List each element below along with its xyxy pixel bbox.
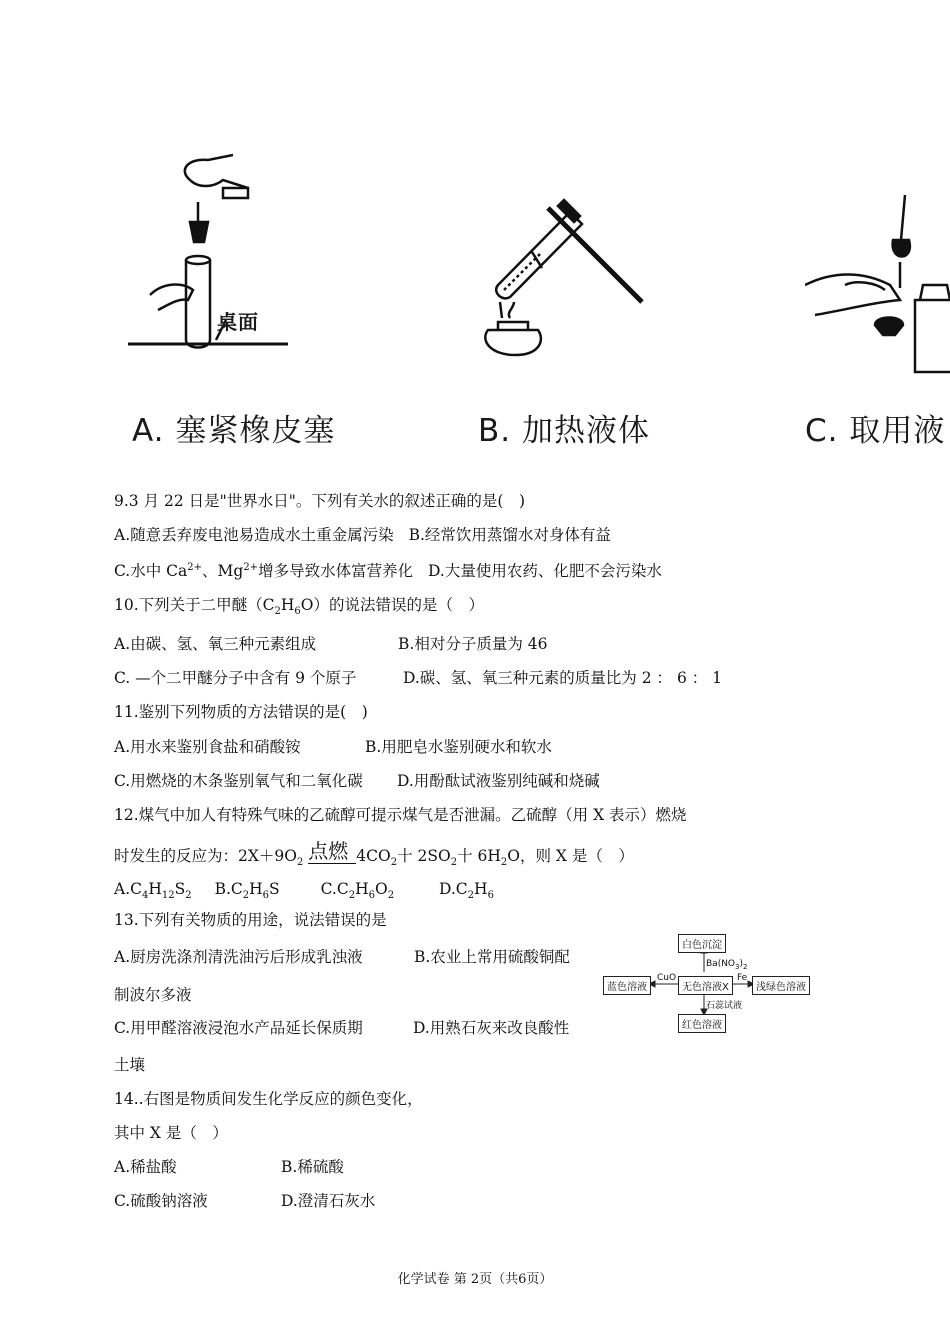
q12-option-b[interactable]: $B.C_2H_6S$ (214, 880, 280, 902)
q11-option-d[interactable]: D.用酚酞试液鉴别纯碱和烧碱 (397, 772, 600, 790)
q13-option-d-cont: 土壤 (114, 1056, 146, 1074)
q9-option-c[interactable] (114, 562, 413, 580)
q10-stem-sub-2: 6 (294, 606, 301, 618)
diagram-top-box: 白色沉淀 (678, 934, 726, 953)
q11-option-b[interactable]: B.用肥皂水鉴别硬水和软水 (365, 738, 552, 756)
q12-eq-sub-co2: 2 (390, 857, 398, 869)
q9-option-d[interactable]: D.大量使用农药、化肥不会污染水 (428, 562, 662, 581)
q12-stem-line2 (114, 839, 634, 869)
figure-a-insert-stopper (128, 150, 288, 350)
q9-stem: 9.3 月 22 日是"世界水日"。下列有关水的叙述正确的是( ) (114, 492, 526, 510)
q12-options (114, 880, 494, 902)
q12-eq-left: 时发生的反应为：2X＋9O (114, 847, 297, 865)
diagram-bottom-box: 红色溶液 (678, 1014, 726, 1033)
q10-stem-text-1: 10.下列关于二甲醚（C (114, 596, 275, 614)
figure-b-caption: B. 加热液体 (478, 413, 650, 449)
diagram-center-box: 无色溶液X (678, 976, 733, 995)
diagram-top-reagent-sub: 3 (735, 962, 740, 971)
q13-option-b-cont: 制波尔多液 (114, 986, 192, 1004)
diagram-top-reagent-sub2: 2 (743, 962, 748, 971)
q13-option-b[interactable]: B.农业上常用硫酸铜配 (414, 948, 570, 966)
q10-stem-sub-1: 2 (274, 606, 281, 618)
q10-option-b[interactable]: B.相对分子质量为 46 (398, 635, 548, 653)
q12-option-a[interactable]: $A.C_4H_{12}S_2$ (114, 880, 192, 902)
q12-eq-tail: O，则 X 是（ ） (507, 847, 634, 865)
figure-c-caption: C. 取用液 (805, 413, 946, 449)
figure-b-heat-liquid (470, 190, 660, 375)
q10-option-d[interactable]: D.碳、氢、氧三种元素的质量比为 2 ： 6 ： 1 (403, 669, 723, 687)
diagram-left-box: 蓝色溶液 (603, 976, 651, 995)
q10-option-a[interactable]: A.由碳、氢、氧三种元素组成 (114, 635, 317, 653)
q12-stem-line1: 12.煤气中加人有特殊气味的乙硫醇可提示煤气是否泄漏。乙硫醇（用 X 表示）燃烧 (114, 806, 687, 824)
q13-option-a[interactable]: A.厨房洗涤剂清洗油污后形成乳浊液 (114, 948, 363, 966)
q14-stem-line2: 其中 X 是（ ） (114, 1124, 228, 1142)
diagram-top-reagent (706, 959, 747, 971)
q10-option-c[interactable]: C. —个二甲醚分子中含有 9 个原子 (114, 669, 357, 687)
figure-a-caption: A. 塞紧橡皮塞 (132, 413, 336, 449)
q9-c-sup-1: 2+ (187, 562, 203, 573)
q14-option-a[interactable]: A.稀盐酸 (114, 1158, 177, 1176)
q12-eq-co2: 4CO (356, 847, 391, 865)
q12-eq-sub-o2: 2 (296, 857, 304, 869)
q12-option-d[interactable]: $D.C_2H_6$ (439, 880, 494, 902)
q9-option-a[interactable]: A.随意丢弃废电池易造成水土重金属污染 (114, 526, 394, 544)
q12-eq-h2o: 十 6H (457, 847, 501, 865)
figure-c-take-liquid (805, 190, 950, 375)
q9-option-b[interactable]: B.经常饮用蒸馏水对身体有益 (408, 526, 611, 544)
q9-options-cd (114, 562, 662, 581)
q12-eq-so2: 十 2SO (397, 847, 451, 865)
diagram-top-reagent-text: Ba(NO (706, 959, 736, 969)
q14-option-d[interactable]: D.澄清石灰水 (281, 1192, 376, 1210)
q9-c-text-1: C.水中 Ca (114, 562, 188, 581)
q13-option-d[interactable]: D.用熟石灰来改良酸性 (413, 1019, 570, 1037)
q9-c-text-2: 、Mg (202, 562, 244, 581)
q10-stem-text-3: O）的说法错误的是（ ） (300, 596, 485, 614)
q12-eq-sub-h2o: 2 (500, 857, 508, 869)
q12-option-c[interactable]: $C.C_2H_6O_2$ (320, 880, 395, 902)
q11-option-a[interactable]: A.用水来鉴别食盐和硝酸铵 (114, 738, 301, 756)
q11-option-c[interactable]: C.用燃烧的木条鉴别氧气和二氧化碳 (114, 772, 363, 790)
page-footer: 化学试卷 第 2页（共6页） (397, 1272, 553, 1287)
q11-stem: 11.鉴别下列物质的方法错误的是( ) (114, 703, 368, 721)
figure-a-desk-label: 桌面 (217, 310, 259, 334)
q14-option-b[interactable]: B.稀硫酸 (281, 1158, 344, 1176)
q12-eq-condition: 点燃 (308, 839, 356, 864)
q14-stem-line1: 14..右图是物质间发生化学反应的颜色变化， (114, 1090, 423, 1108)
diagram-right-reagent: Fe (737, 973, 748, 983)
diagram-left-reagent: CuO (657, 973, 677, 983)
q12-eq-sub-so2: 2 (450, 857, 458, 869)
diagram-bottom-reagent: 石蕊试液 (706, 1001, 743, 1011)
diagram-top-reagent-close: ) (739, 959, 744, 969)
q10-stem-text-2: H (280, 596, 295, 614)
q10-stem (114, 596, 484, 618)
q14-option-c[interactable]: C.硫酸钠溶液 (114, 1192, 208, 1210)
q9-options-ab (114, 526, 611, 545)
q9-c-text-3: 增多导致水体富营养化 (258, 562, 414, 581)
diagram-right-box: 浅绿色溶液 (752, 976, 810, 995)
q9-c-sup-2: 2+ (243, 562, 259, 573)
q13-stem: 13.下列有关物质的用途，说法错误的是 (114, 911, 387, 929)
q13-option-c[interactable]: C.用甲醛溶液浸泡水产品延长保质期 (114, 1019, 363, 1037)
